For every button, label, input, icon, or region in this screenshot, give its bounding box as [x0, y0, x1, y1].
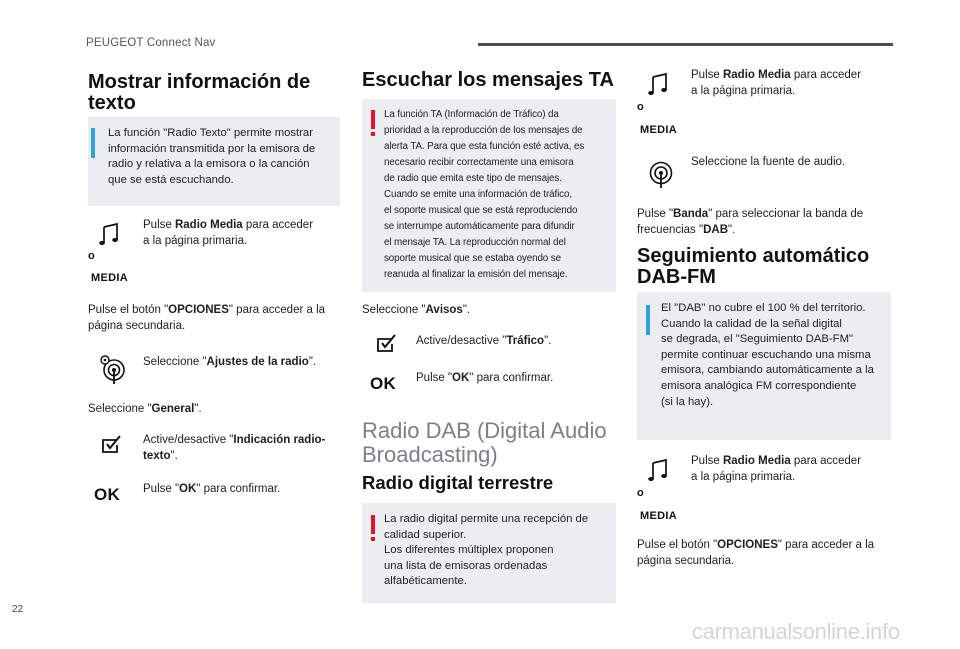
media-button-icon: MEDIA [91, 272, 128, 284]
heading-mensajes-ta: Escuchar los mensajes TA [362, 69, 614, 91]
heading-seguimiento-dab-fm: Seguimiento automático DAB-FM [637, 245, 870, 288]
warning-box-ta [362, 99, 616, 292]
music-note-icon [648, 458, 670, 482]
or-label: o [637, 487, 644, 499]
info-text: El "DAB" no cubre el 100 % del territorio. Cuando la calidad de la señal digital se degrada, el "Seguimiento DAB-FM" permite continuar escuchando una misma emisora, cambiando automáticamente a la emisora analógica FM correspondiente (si la hay). [661, 302, 874, 408]
warning-text: La función TA (Información de Tráfico) da prioridad a la reproducción de los mensajes de alerta TA. Para que esta función esté activa, es necesario recibir correctamente una emisora de radio que emita este tipo de mensajes. Cuando se emite una información de tráfico, el soporte musical que se está reproduciendo se interrumpe automáticamente para difundir el mensaje TA. La reproducción normal del soporte musical que se estaba oyendo se reanuda al finalizar la emisión del mensaje. [384, 109, 585, 280]
music-note-icon [648, 72, 670, 96]
warning-icon-dot [371, 537, 375, 541]
heading-mostrar-informacion: Mostrar información de texto [88, 71, 311, 114]
or-label: o [88, 250, 95, 262]
info-icon [91, 128, 95, 158]
step-ok-confirm: Pulse "OK" para confirmar. [416, 372, 554, 384]
para-avisos: Seleccione "Avisos". [362, 304, 471, 316]
step-indicacion-radiotexto: Active/desactive "Indicación radio- texto". [143, 434, 326, 462]
info-box-dab-fm [637, 292, 891, 440]
music-note-icon [99, 222, 121, 246]
step-trafico: Active/desactive "Tráfico". [416, 335, 552, 347]
step-radio-media: Pulse Radio Media para acceder a la página primaria. [691, 69, 862, 97]
radio-source-icon [646, 157, 676, 189]
step-ajustes-radio: Seleccione "Ajustes de la radio". [143, 356, 317, 368]
radio-settings-icon [98, 353, 128, 385]
heading-radio-digital: Radio digital terrestre [362, 472, 554, 493]
warning-icon [371, 515, 375, 534]
running-header: PEUGEOT Connect Nav [86, 37, 216, 49]
info-box-radio-texto [88, 117, 340, 206]
media-button-icon: MEDIA [640, 510, 677, 522]
watermark: carmanualsonline.info [692, 619, 900, 644]
page-number: 22 [12, 604, 24, 615]
para-banda: Pulse "Banda" para seleccionar la banda de frecuencias "DAB". [637, 208, 864, 236]
header-rule [478, 43, 893, 46]
ok-icon: OK [94, 485, 121, 504]
warning-icon-dot [371, 132, 375, 136]
warning-box-dab [362, 503, 616, 603]
info-text: La función "Radio Texto" permite mostrar información transmitida por la emisora de radio y relativa a la emisora o la canción que se está escuchando. [108, 127, 316, 186]
checkbox-icon [376, 333, 398, 353]
ok-icon: OK [370, 374, 397, 393]
checkbox-icon [101, 434, 123, 454]
warning-text: La radio digital permite una recepción de calidad superior. Los diferentes múltiplex proponen una lista de emisoras ordenadas alfabéticamente. [384, 513, 589, 588]
step-fuente-audio: Seleccione la fuente de audio. [691, 156, 846, 168]
para-general: Seleccione "General". [88, 403, 202, 415]
media-button-icon: MEDIA [640, 124, 677, 136]
step-ok-confirm: Pulse "OK" para confirmar. [143, 483, 281, 495]
heading-radio-dab: Radio DAB (Digital Audio Broadcasting) [362, 418, 607, 467]
para-opciones: Pulse el botón "OPCIONES" para acceder a la página secundaria. [637, 539, 875, 567]
warning-icon [371, 110, 375, 129]
step-radio-media: Pulse Radio Media para acceder a la página primaria. [143, 219, 314, 247]
or-label: o [637, 101, 644, 113]
para-opciones: Pulse el botón "OPCIONES" para acceder a la página secundaria. [88, 304, 326, 332]
step-radio-media: Pulse Radio Media para acceder a la página primaria. [691, 455, 862, 483]
info-icon [646, 305, 650, 335]
